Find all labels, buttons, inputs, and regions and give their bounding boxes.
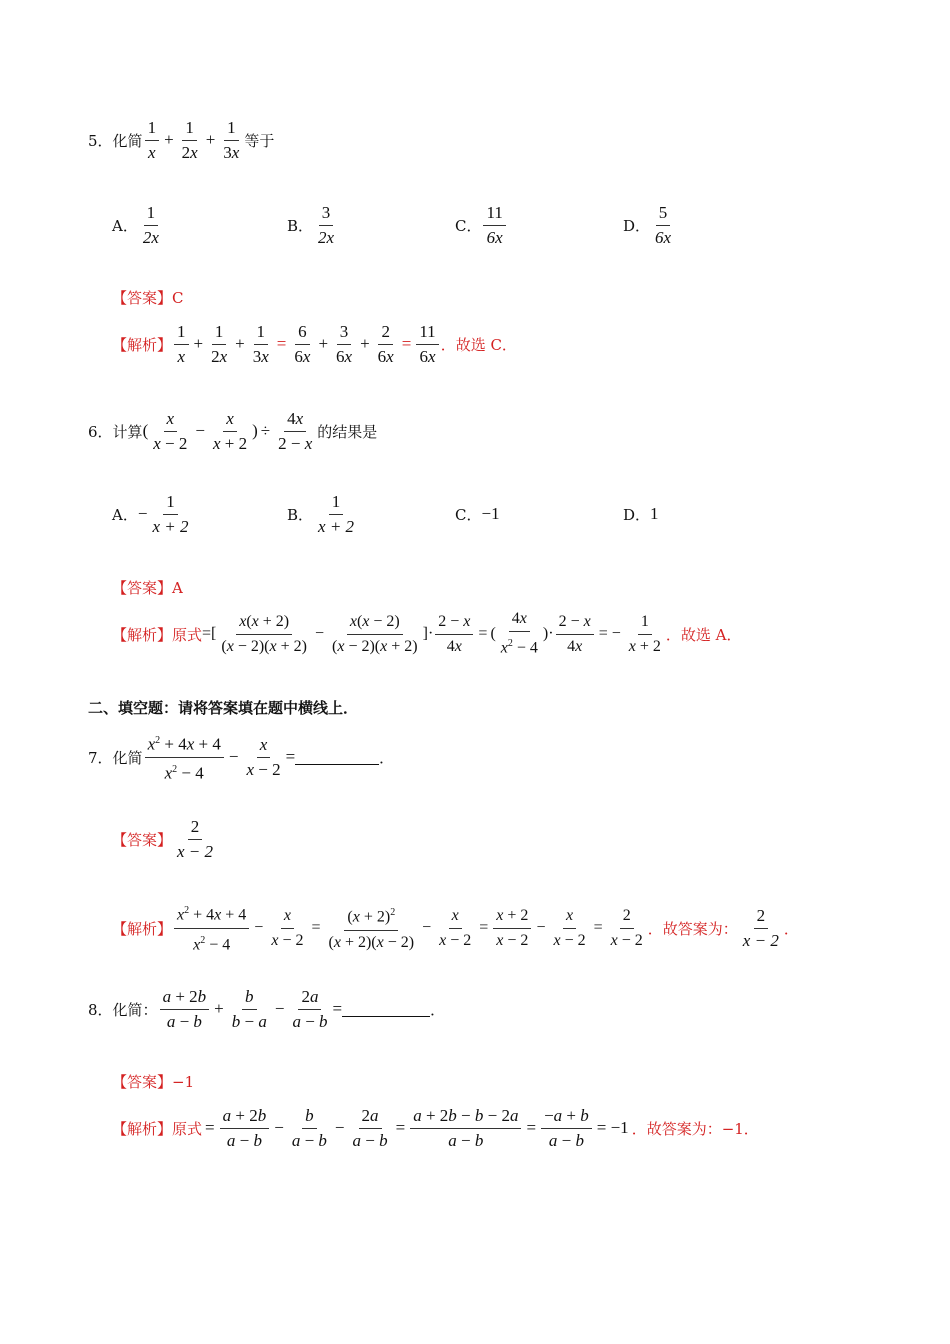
- q6-option-d[interactable]: [623, 488, 659, 540]
- q7-prefix: 化简: [112, 748, 143, 767]
- answer-tag: 【答案】: [112, 289, 173, 307]
- option-label: D．: [623, 505, 651, 524]
- option-sign: −: [137, 504, 148, 523]
- q5-option-b[interactable]: [287, 199, 339, 251]
- answer-value: A: [172, 579, 183, 597]
- option-fraction: $\frac{3}{2x}$: [318, 202, 335, 247]
- option-fraction: $\frac{1}{2x}$: [142, 202, 159, 247]
- analysis-end: ．: [783, 919, 799, 938]
- option-label: C．: [455, 505, 482, 524]
- q6-prefix: 计算: [112, 422, 143, 441]
- analysis-tag: 【解析】: [112, 335, 173, 354]
- q8-suffix: ．: [430, 1000, 446, 1019]
- option-fraction: $\frac{11}{6x}$: [483, 201, 505, 250]
- option-fraction: $\frac{5}{6x}$: [655, 202, 672, 247]
- q6-answer: [112, 577, 183, 598]
- q6-option-b[interactable]: [287, 488, 359, 540]
- analysis-answer-fraction: $\frac{2}{x - 2}$: [742, 905, 779, 950]
- q5-prefix: 化简: [112, 131, 143, 150]
- option-value: 1: [650, 504, 659, 523]
- option-label: C．: [455, 216, 482, 235]
- analysis-tail: ．故答案为：−1．: [631, 1119, 759, 1138]
- analysis-mid: ．故答案为：: [647, 919, 738, 938]
- answer-tag: 【答案】: [112, 1073, 173, 1091]
- q8-number: 8．: [88, 1000, 113, 1019]
- q7-analysis-expression: $\frac{x^2 + 4x + 4}{x^2 - 4}$ − $\frac{x}{x - 2}$ = $\frac{(x + 2)^2}{(x + 2)(x - 2)}$ − $\frac{x}{x - 2}$ = $\frac{x + 2}{x - 2}$ − $\frac{x}{x - 2}$ = $\frac{2}{x - 2}$: [172, 899, 648, 957]
- q7-answer: [112, 813, 218, 865]
- analysis-tag: 【解析】: [112, 1119, 173, 1138]
- answer-fraction: $\frac{2}{x - 2}$: [177, 816, 214, 861]
- q6-number: 6．: [88, 422, 113, 441]
- q7-number: 7．: [88, 748, 113, 767]
- option-label: B．: [287, 216, 314, 235]
- q6-suffix: 的结果是: [317, 422, 378, 441]
- q7-answer-blank[interactable]: [295, 750, 379, 765]
- analysis-tag: 【解析】: [112, 625, 173, 644]
- q5-answer: [112, 287, 184, 308]
- analysis-lead: 原式: [172, 625, 203, 644]
- option-label: D．: [623, 216, 651, 235]
- q8-answer-blank[interactable]: [342, 1002, 430, 1017]
- q6-analysis: [112, 608, 742, 660]
- analysis-lead: 原式: [172, 1119, 203, 1138]
- analysis-tail: ．故选 C．: [440, 335, 517, 354]
- q5-analysis-expression: $\frac{1}{x}$ + $\frac{1}{2x}$ + $\frac{1}{3x}$ = $\frac{6}{6x}$ + $\frac{3}{6x}$ + $\frac{2}{6x}$ = $\frac{11}{6x}$: [172, 320, 441, 369]
- q7-expression: $\frac{x^2 + 4x + 4}{x^2 - 4}$ − $\frac{x}{x - 2}$ =: [143, 729, 296, 785]
- option-label: A．: [112, 216, 138, 235]
- q5-suffix: 等于: [244, 131, 275, 150]
- option-fraction: $\frac{1}{x + 2}$: [152, 491, 189, 536]
- analysis-tail: ．故选 A．: [665, 625, 742, 644]
- q8-analysis: [112, 1102, 759, 1154]
- q6-analysis-expression: =[ $\frac{x(x + 2)}{(x - 2)(x + 2)}$ − $\frac{x(x - 2)}{(x - 2)(x + 2)}$ ]· $\frac{2 - x}{4x}$ = ( $\frac{4x}{x^2 - 4}$ )· $\frac{2 - x}{4x}$ = − $\frac{1}{x + 2}$: [202, 607, 666, 660]
- answer-tag: 【答案】: [112, 830, 173, 849]
- q6-stem: [88, 405, 377, 457]
- option-label: B．: [287, 505, 314, 524]
- answer-tag: 【答案】: [112, 579, 173, 597]
- q8-analysis-expression: = $\frac{a + 2b}{a - b}$ − $\frac{b}{a - b}$ − $\frac{2a}{a - b}$ = $\frac{a + 2b - b - 2a}{a - b}$ = $\frac{-a + b}{a - b}$ = −1: [205, 1105, 629, 1150]
- q8-answer: [112, 1071, 194, 1092]
- section-title: 二、填空题：请将答案填在题中横线上．: [88, 699, 359, 717]
- analysis-tag: 【解析】: [112, 919, 173, 938]
- option-fraction: $\frac{1}{x + 2}$: [318, 491, 355, 536]
- answer-value: −1: [172, 1073, 195, 1091]
- option-value: −1: [481, 504, 500, 523]
- q7-stem: [88, 731, 394, 783]
- q5-option-d[interactable]: [623, 199, 676, 251]
- q6-option-c[interactable]: [455, 488, 500, 540]
- q5-analysis: [112, 318, 517, 370]
- q7-suffix: ．: [379, 748, 395, 767]
- q6-expression: ( $\frac{x}{x - 2}$ − $\frac{x}{x + 2}$ ) ÷ $\frac{4x}{2 - x}$: [142, 408, 313, 453]
- q5-option-c[interactable]: [455, 199, 508, 251]
- q5-expression: $\frac{1}{x}$ + $\frac{1}{2x}$ + $\frac{1}{3x}$: [143, 116, 245, 165]
- q5-stem: [88, 114, 274, 166]
- option-label: A．: [112, 505, 138, 524]
- q8-prefix: 化简：: [112, 1000, 158, 1019]
- q6-option-a[interactable]: [112, 488, 193, 540]
- q8-stem: [88, 983, 445, 1035]
- q5-number: 5．: [88, 131, 113, 150]
- q7-analysis: [112, 902, 799, 954]
- answer-value: C: [172, 289, 184, 307]
- q5-option-a[interactable]: [112, 199, 164, 251]
- q8-expression: $\frac{a + 2b}{a - b}$ + $\frac{b}{b - a}$ − $\frac{2a}{a - b}$ =: [158, 985, 343, 1034]
